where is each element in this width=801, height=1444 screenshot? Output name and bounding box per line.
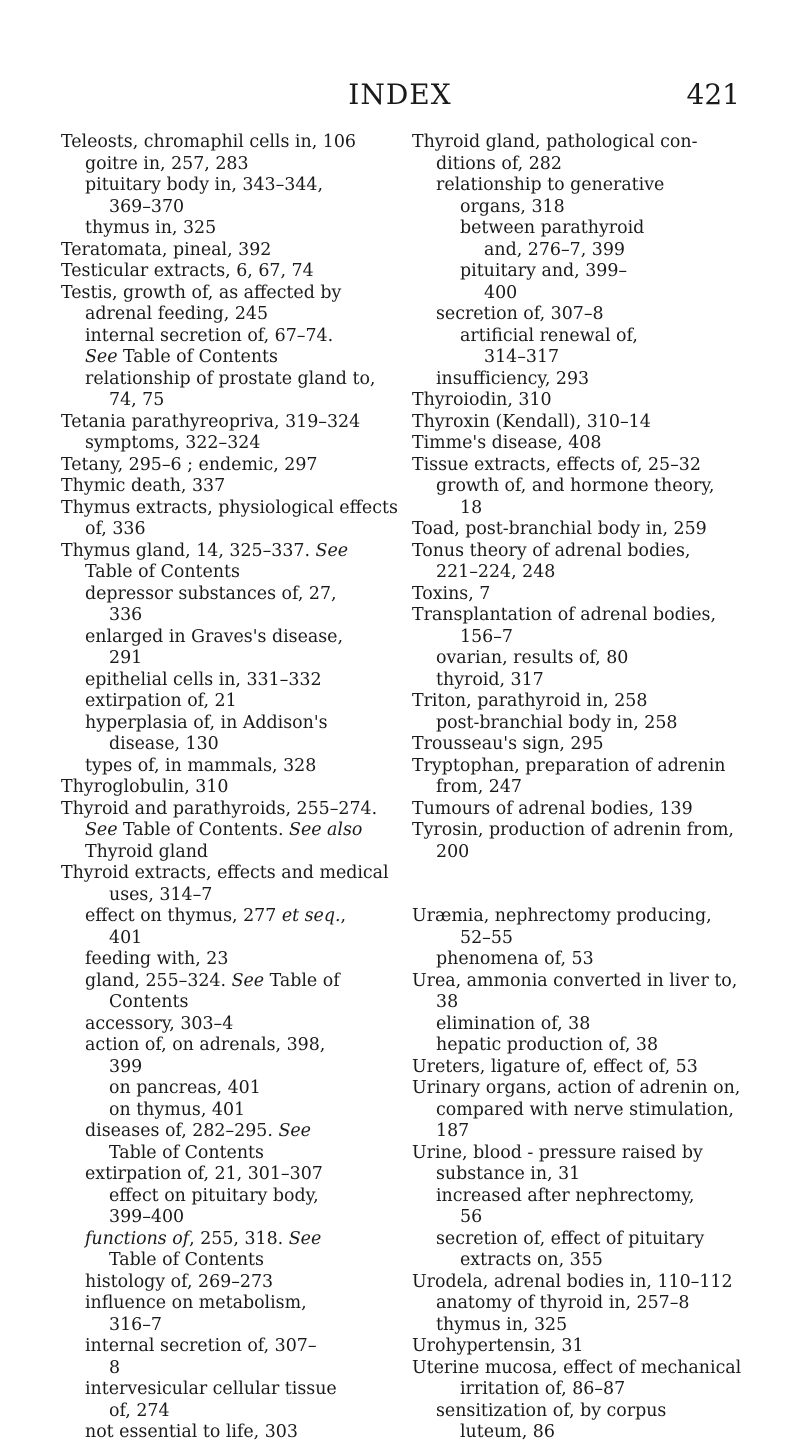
index-entry: Testis, growth of, as affected by xyxy=(61,282,342,303)
index-subentry: irritation of, 86–87 xyxy=(460,1379,626,1399)
index-entry: Thyroid and parathyroids, 255–274. xyxy=(61,798,378,819)
index-subentry: disease, 130 xyxy=(109,734,219,754)
index-subentry: luteum, 86 xyxy=(460,1422,555,1442)
page-title: INDEX xyxy=(348,78,452,111)
index-subentry: hepatic production of, 38 xyxy=(436,1035,659,1055)
index-subentry: sensitization of, by corpus xyxy=(436,1400,667,1421)
index-subentry: symptoms, 322–324 xyxy=(85,433,261,453)
index-subentry: See Table of Contents. See also xyxy=(85,820,363,840)
index-subentry: 74, 75 xyxy=(109,390,165,410)
index-entry: Toxins, 7 xyxy=(412,583,491,604)
index-subentry: relationship to generative xyxy=(436,175,665,195)
index-subentry: 336 xyxy=(109,605,143,625)
index-subentry: hyperplasia of, in Addison's xyxy=(85,712,328,733)
index-entry: Thymic death, 337 xyxy=(61,476,226,496)
index-subentry: 399 xyxy=(109,1056,143,1077)
index-subentry: of, 274 xyxy=(109,1400,170,1421)
index-entry: Transplantation of adrenal bodies, xyxy=(412,605,717,625)
index-subentry: pituitary body in, 343–344, xyxy=(85,175,323,195)
section-gap xyxy=(412,863,747,906)
index-subentry: See Table of Contents xyxy=(85,347,278,367)
index-subentry: diseases of, 282–295. See xyxy=(85,1121,311,1141)
index-entry: Thyroxin (Kendall), 310–14 xyxy=(412,411,651,432)
index-entry: Tumours of adrenal bodies, 139 xyxy=(412,798,693,819)
index-entry: Thymus extracts, physiological effects xyxy=(61,497,398,518)
index-subentry: 52–55 xyxy=(460,927,513,948)
index-entry: Urine, blood - pressure raised by xyxy=(412,1142,703,1163)
index-subentry: accessory, 303–4 xyxy=(85,1013,234,1034)
index-subentry: effect on thymus, 277 et seq., xyxy=(85,906,347,926)
index-subentry: growth of, and hormone theory, xyxy=(436,476,715,496)
index-subentry: intervesicular cellular tissue xyxy=(85,1379,337,1399)
index-subentry: not essential to life, 303 xyxy=(85,1422,298,1442)
index-entry: Timme's disease, 408 xyxy=(412,433,602,453)
index-subentry: enlarged in Graves's disease, xyxy=(85,626,343,647)
index-entry: Tyrosin, production of adrenin from, xyxy=(412,820,734,840)
index-subentry: on thymus, 401 xyxy=(109,1099,246,1120)
index-subentry: epithelial cells in, 331–332 xyxy=(85,669,322,690)
index-subentry: internal secretion of, 67–74. xyxy=(85,325,334,346)
index-entry: Urea, ammonia converted in liver to, xyxy=(412,970,738,991)
index-subentry: Table of Contents xyxy=(109,1250,264,1270)
index-subentry: types of, in mammals, 328 xyxy=(85,755,317,776)
index-subentry: extirpation of, 21, 301–307 xyxy=(85,1164,323,1184)
index-subentry: Table of Contents xyxy=(109,1142,264,1163)
index-subentry: post-branchial body in, 258 xyxy=(436,712,678,733)
index-subentry: elimination of, 38 xyxy=(436,1013,591,1034)
index-subentry: artificial renewal of, xyxy=(460,325,638,346)
index-subentry: 18 xyxy=(460,497,483,518)
index-entry: Tetany, 295–6 ; endemic, 297 xyxy=(61,454,318,475)
index-subentry: and, 276–7, 399 xyxy=(484,239,625,260)
index-subentry: relationship of prostate gland to, xyxy=(85,368,376,389)
index-subentry: histology of, 269–273 xyxy=(85,1271,274,1292)
index-entry: Ureters, ligature of, effect of, 53 xyxy=(412,1056,698,1077)
index-subentry: feeding with, 23 xyxy=(85,949,229,969)
index-subentry: thymus in, 325 xyxy=(436,1314,568,1335)
index-entry: Urodela, adrenal bodies in, 110–112 xyxy=(412,1271,733,1292)
index-subentry: insufficiency, 293 xyxy=(436,368,590,389)
page-header xyxy=(60,78,740,118)
index-subentry: anatomy of thyroid in, 257–8 xyxy=(436,1293,690,1313)
index-subentry: 401 xyxy=(109,927,143,948)
index-column-right xyxy=(412,132,747,1444)
index-entry: Urinary organs, action of adrenin on, xyxy=(412,1078,741,1098)
index-subentry: uses, 314–7 xyxy=(109,884,213,905)
index-subentry: substance in, 31 xyxy=(436,1164,581,1184)
index-subentry: from, 247 xyxy=(436,777,522,797)
index-entry: Triton, parathyroid in, 258 xyxy=(412,691,648,711)
index-entry: Uræmia, nephrectomy producing, xyxy=(412,906,712,926)
index-subentry: extracts on, 355 xyxy=(460,1250,603,1270)
index-subentry: 8 xyxy=(109,1357,121,1378)
index-subentry: action of, on adrenals, 398, xyxy=(85,1035,326,1055)
index-subentry: ovarian, results of, 80 xyxy=(436,648,629,668)
index-subentry: compared with nerve stimulation, xyxy=(436,1099,734,1120)
index-subentry: 156–7 xyxy=(460,626,513,647)
index-subentry: 291 xyxy=(109,648,143,668)
index-entry: Thyroid extracts, effects and medical xyxy=(61,863,389,883)
index-entry: Testicular extracts, 6, 67, 74 xyxy=(61,261,314,281)
index-subentry: functions of, 255, 318. See xyxy=(85,1228,322,1249)
index-entry: Teratomata, pineal, 392 xyxy=(61,239,272,260)
index-subentry: increased after nephrectomy, xyxy=(436,1185,695,1206)
index-subentry: internal secretion of, 307– xyxy=(85,1336,317,1356)
index-subentry: Contents xyxy=(109,992,189,1012)
index-subentry: 56 xyxy=(460,1207,483,1227)
index-subentry: thyroid, 317 xyxy=(436,669,544,690)
index-subentry: of, 336 xyxy=(85,519,146,539)
index-subentry: goitre in, 257, 283 xyxy=(85,153,249,174)
index-subentry: Table of Contents xyxy=(85,562,240,582)
index-subentry: thymus in, 325 xyxy=(85,218,217,238)
index-subentry: depressor substances of, 27, xyxy=(85,583,337,604)
index-subentry: 187 xyxy=(436,1121,470,1141)
index-subentry: phenomena of, 53 xyxy=(436,949,594,969)
index-subentry: 316–7 xyxy=(109,1314,162,1335)
index-entry: Uterine mucosa, effect of mechanical xyxy=(412,1357,742,1378)
index-subentry: 369–370 xyxy=(109,196,185,217)
index-subentry: Thyroid gland xyxy=(85,841,209,862)
index-subentry: secretion of, 307–8 xyxy=(436,304,604,324)
index-subentry: organs, 318 xyxy=(460,196,565,217)
index-entry: Teleosts, chromaphil cells in, 106 xyxy=(61,132,356,152)
index-subentry: extirpation of, 21 xyxy=(85,691,237,711)
index-subentry: effect on pituitary body, xyxy=(109,1185,319,1206)
index-entry: Thymus gland, 14, 325–337. See xyxy=(61,540,349,561)
index-entry: Urohypertensin, 31 xyxy=(412,1336,584,1356)
index-subentry: 314–317 xyxy=(484,347,560,367)
index-subentry: 200 xyxy=(436,841,470,862)
index-subentry: ditions of, 282 xyxy=(436,153,562,174)
index-entry: Thyroid gland, pathological con- xyxy=(412,132,698,152)
index-entry: Tetania parathyreopriva, 319–324 xyxy=(61,411,361,432)
index-entry: Trousseau's sign, 295 xyxy=(412,734,604,754)
index-subentry: pituitary and, 399– xyxy=(460,261,628,281)
index-subentry: secretion of, effect of pituitary xyxy=(436,1228,705,1249)
index-subentry: 399–400 xyxy=(109,1207,185,1227)
index-entry: Tissue extracts, effects of, 25–32 xyxy=(412,454,701,475)
index-subentry: influence on metabolism, xyxy=(85,1293,307,1313)
index-column-left xyxy=(61,132,401,1444)
index-entry: Thyroiodin, 310 xyxy=(412,390,552,410)
index-subentry: 221–224, 248 xyxy=(436,562,556,582)
index-subentry: between parathyroid xyxy=(460,218,645,238)
page-number: 421 xyxy=(686,78,740,111)
index-entry: Tryptophan, preparation of adrenin xyxy=(412,755,726,776)
index-subentry: on pancreas, 401 xyxy=(109,1078,261,1098)
index-subentry: 400 xyxy=(484,282,518,303)
index-subentry: gland, 255–324. See Table of xyxy=(85,970,340,991)
index-entry: Toad, post-branchial body in, 259 xyxy=(412,519,707,539)
index-entry: Thyroglobulin, 310 xyxy=(61,777,229,797)
index-subentry: 38 xyxy=(436,992,459,1012)
index-subentry: adrenal feeding, 245 xyxy=(85,304,269,324)
index-entry: Tonus theory of adrenal bodies, xyxy=(412,540,691,561)
